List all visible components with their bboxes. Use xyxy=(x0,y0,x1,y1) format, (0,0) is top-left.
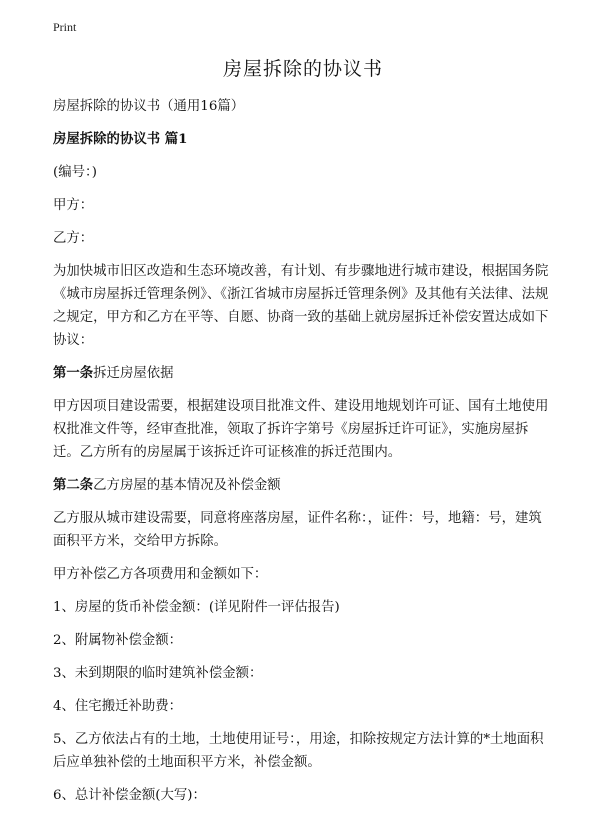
print-link[interactable]: Print xyxy=(53,20,77,34)
compensation-item-4: 4、住宅搬迁补助费： xyxy=(53,699,183,714)
document-subtitle: 房屋拆除的协议书（通用16篇） xyxy=(53,99,245,114)
intro-paragraph: 为加快城市旧区改造和生态环境改善，有计划、有步骤地进行城市建设，根据国务院《城市房屋拆迁管理条例》、《浙江省城市房屋拆迁管理条例》及其他有关法律、法规之规定，甲方和乙方在平等、自愿、协商一致的基础上就房屋拆迁补偿安置达成如下协议： xyxy=(53,264,549,348)
party-b-line: 乙方： xyxy=(53,231,94,246)
article-2-label: 第二条 xyxy=(53,477,94,493)
number-line: (编号：) xyxy=(53,165,97,180)
compensation-item-5: 5、乙方依法占有的土地，土地使用证号：，用途，扣除按规定方法计算的*土地面积后应单独补偿的土地面积平方米，补偿金额。 xyxy=(53,732,544,770)
document xyxy=(53,46,553,817)
compensation-item-6: 6、总计补偿金额(大写)： xyxy=(53,788,206,803)
compensation-item-3: 3、未到期限的临时建筑补偿金额： xyxy=(53,666,263,681)
article-1-heading xyxy=(53,362,553,385)
article-1-paragraph: 甲方因项目建设需要，根据建设项目批准文件、建设用地规划许可证、国有土地使用权批准文件等，经审查批准，领取了拆许字第号《房屋拆迁许可证》，实施房屋拆迁。乙方所有的房屋属于该拆迁许可证核准的拆迁范围内。 xyxy=(53,399,549,460)
article-1-label: 第一条 xyxy=(53,365,94,381)
article-2-paragraph: 乙方服从城市建设需要，同意将座落房屋，证件名称：，证件：号，地籍：号，建筑面积平方米，交给甲方拆除。 xyxy=(53,511,542,549)
article-2-title: 乙方房屋的基本情况及补偿金额 xyxy=(93,478,281,493)
article-1-title: 拆迁房屋依据 xyxy=(93,366,174,381)
compensation-item-1: 1、房屋的货币补偿金额：(详见附件一评估报告) xyxy=(53,600,340,615)
party-a-line: 甲方： xyxy=(53,198,94,213)
compensation-intro: 甲方补偿乙方各项费用和金额如下： xyxy=(53,567,268,582)
part-heading: 房屋拆除的协议书 篇1 xyxy=(53,131,188,147)
document-title: 房屋拆除的协议书 xyxy=(222,58,383,80)
compensation-item-2: 2、附属物补偿金额： xyxy=(53,633,183,648)
article-2-heading xyxy=(53,474,553,497)
